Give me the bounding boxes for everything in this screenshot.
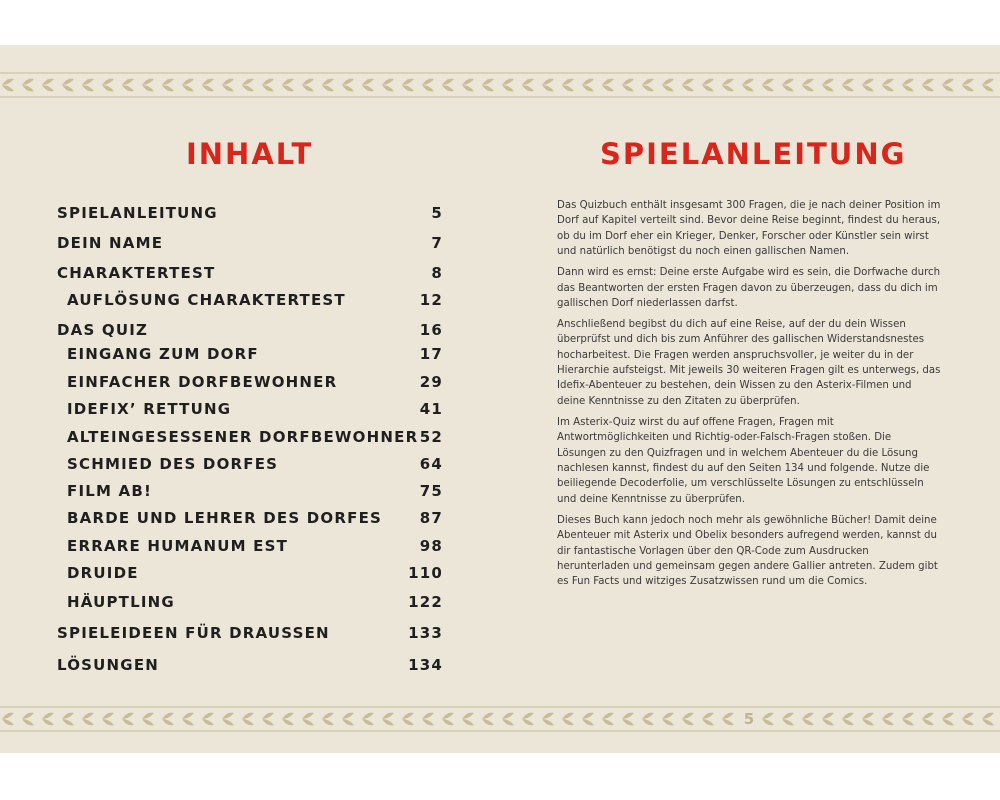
toc-entry <box>57 562 443 584</box>
toc-entry-page: 110 <box>408 564 443 582</box>
toc-entry-page: 12 <box>419 291 443 309</box>
toc-entry <box>57 480 443 502</box>
toc-entry-label: EINFACHER DORFBEWOHNER <box>67 373 338 391</box>
instructions-paragraph: Anschließend begibst du dich auf eine Reise, auf der du dein Wissen überprüfst und dich bis zum Anführer des gallischen Widerstandsnestes hocharbeitest. Die Fragen werden anspruchsvoller, je weiter du in der Hierarchie aufsteigst. Mit jeweils 30 weiteren Fragen gilt es unterwegs, das Idefix-Abenteuer zu bestehen, dein Wissen zu den Asterix-Filmen und deine Kenntnisse zu den Zitaten zu überprüfen. <box>557 318 941 407</box>
laurel-border-bottom-svg <box>0 708 1000 730</box>
toc-entry <box>57 453 443 475</box>
toc-entry-label: DRUIDE <box>67 564 139 582</box>
toc-entry-page: 75 <box>419 482 443 500</box>
toc-entry <box>57 289 443 311</box>
toc-entry <box>57 232 443 254</box>
toc-entry-page: 98 <box>419 537 443 555</box>
toc-entry-label: SPIELEIDEEN FÜR DRAUSSEN <box>57 624 330 642</box>
toc-entry-page: 17 <box>419 345 443 363</box>
instructions-paragraph: Das Quizbuch enthält insgesamt 300 Fragen, die je nach deiner Position im Dorf auf Kapitel verteilt sind. Bevor deine Reise beginnt, findest du heraus, ob du im Dorf eher ein Krieger, Denker, Forscher oder Künstler sein wirst und natürlich benötigst du noch einen gallischen Namen. <box>557 200 941 258</box>
toc-entry-page: 7 <box>431 234 443 252</box>
toc-entry <box>57 591 443 613</box>
toc-entry-label: DEIN NAME <box>57 234 164 252</box>
toc-entry-page: 5 <box>431 204 443 222</box>
instructions-text <box>557 198 942 595</box>
toc-entry-page: 16 <box>419 321 443 339</box>
instructions-paragraph: Dann wird es ernst: Deine erste Aufgabe wird es sein, die Dorfwache durch das Beantworten der ersten Fragen davon zu überzeugen, dass du dich im gallischen Dorf niederlassen darfst. <box>557 267 941 309</box>
instructions-title: SPIELANLEITUNG <box>600 137 907 171</box>
toc-entry-label: FILM AB! <box>67 482 153 500</box>
toc-entry-label: SPIELANLEITUNG <box>57 204 218 222</box>
toc-entry-label: AUFLÖSUNG CHARAKTERTEST <box>67 291 346 309</box>
instructions-paragraph: Dieses Buch kann jedoch noch mehr als gewöhnliche Bücher! Damit deine Abenteuer mit Asterix und Obelix besonders aufregend werden, kannst du dir fantastische Vorlagen über den QR-Code zum Ausdrucken herunterladen und gemeinsam gegen andere Gallier antreten. Zudem gibt es Fun Facts und witziges Zusatzwissen rund um die Comics. <box>557 514 938 588</box>
toc-entry-page: 41 <box>419 400 443 418</box>
toc-entry-page: 8 <box>431 264 443 282</box>
toc-entry-label: IDEFIX’ RETTUNG <box>67 400 232 418</box>
toc-entry-label: DAS QUIZ <box>57 321 149 339</box>
toc-entry <box>57 343 443 365</box>
toc-entry-page: 122 <box>408 593 443 611</box>
toc-entry <box>57 622 443 644</box>
toc-entry <box>57 371 443 393</box>
laurel-border-bottom-icon <box>0 706 1000 732</box>
toc-entry <box>57 202 443 224</box>
toc-entry <box>57 535 443 557</box>
laurel-border-top-icon <box>0 72 1000 98</box>
toc-entry-page: 64 <box>419 455 443 473</box>
toc-entry-label: EINGANG ZUM DORF <box>67 345 259 363</box>
toc-entry-label: ALTEINGESESSENER DORFBEWOHNER <box>67 428 419 446</box>
toc-entry-label: HÄUPTLING <box>67 593 175 611</box>
book-spread <box>0 45 1000 753</box>
toc-entry-label: LÖSUNGEN <box>57 656 160 674</box>
toc-entry-page: 134 <box>408 656 443 674</box>
toc-title: INHALT <box>186 137 314 171</box>
toc-entry-page: 133 <box>408 624 443 642</box>
toc-entry-label: ERRARE HUMANUM EST <box>67 537 289 555</box>
laurel-border-top-svg <box>0 74 1000 96</box>
toc-entry <box>57 262 443 284</box>
toc-entry-label: SCHMIED DES DORFES <box>67 455 279 473</box>
instructions-paragraph: Im Asterix-Quiz wirst du auf offene Fragen, Fragen mit Antwortmöglichkeiten und Richtig-oder-Falsch-Fragen stoßen. Die Lösungen zu den Quizfragen und in welchem Abenteuer du die Lösung nachlesen kannst, findest du auf den Seiten 134 und folgende. Nutze die beiliegende Decoderfolie, um verschlüsselte Lösungen zu entschlüsseln und deine Kenntnisse zu überprüfen. <box>557 416 930 505</box>
toc-entry-label: CHARAKTERTEST <box>57 264 216 282</box>
toc-entry <box>57 654 443 676</box>
toc-entry <box>57 426 443 448</box>
toc-entry-label: BARDE UND LEHRER DES DORFES <box>67 509 383 527</box>
toc-entry <box>57 507 443 529</box>
toc-entry-page: 29 <box>419 373 443 391</box>
toc-entry-page: 87 <box>419 509 443 527</box>
toc-entry <box>57 398 443 420</box>
toc-entry-page: 52 <box>419 428 443 446</box>
toc-entry <box>57 319 443 341</box>
page-number: 5 <box>738 708 760 730</box>
